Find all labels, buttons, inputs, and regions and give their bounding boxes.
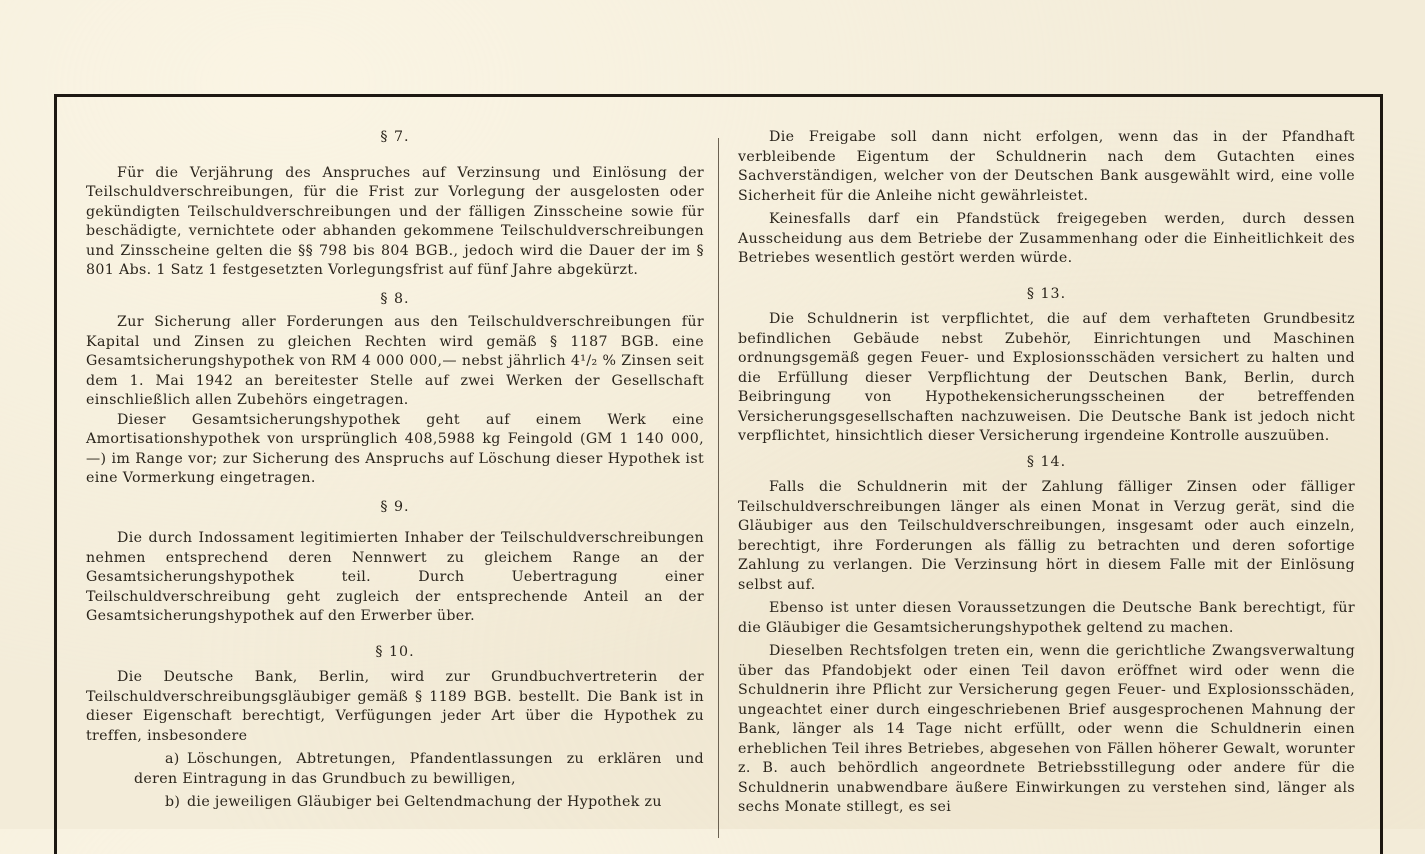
section-8-paragraph-1: Zur Sicherung aller Forderungen aus den Teilschuldverschreibungen für Kapital und Zinsen zu gleichen Rechten wird gemäß § 1187 BGB. eine Gesamtsicherungshypothek von RM 4 000 000,— nebst jährlich 4¹/₂ % Zinsen seit dem 1. Mai 1942 an bereitester Stelle auf zwei Werken der Gesellschaft einschließlich allen Zubehörs eingetragen. [86, 314, 704, 408]
section-13-heading: § 13. [1026, 285, 1067, 302]
section-9-paragraph: Die durch Indossament legitimierten Inhaber der Teilschuldverschreibungen nehmen entsprechend deren Nennwert zu gleichem Range an der Gesamtsicherungshypothek teil. Durch Uebertragung einer Teilschuldverschreibung geht zugleich der entsprechende Anteil an der Gesamtsicherungshypothek auf den Erwerber über. [86, 530, 704, 624]
section-7-heading: § 7. [380, 129, 410, 145]
section-8-heading: § 8. [380, 290, 410, 307]
section-14-paragraph-3: Dieselben Rechtsfolgen treten ein, wenn die gerichtliche Zwangsverwaltung über das Pfandobjekt oder einen Teil davon eröffnet wird oder wenn die Schuldnerin ihre Pflicht zur Versicherung gegen Feuer- und Explosionsschäden, ungeachtet einer durch eingeschriebenen Brief ausgesprochenen Mahnung der Bank, länger als 14 Tage nicht erfüllt, oder wenn die Schuldnerin einen erheblichen Teil ihres Betriebes, abgesehen von Fällen höherer Gewalt, worunter z. B. auch behördlich angeordnete Betriebsstillegung oder andere für die Schuldnerin unabwendbare äußere Einwirkungen zu verstehen sind, länger als sechs Monate stillegt, es sei [738, 643, 1355, 815]
release-paragraph-2: Keinesfalls darf ein Pfandstück freigegeben werden, durch dessen Ausscheidung aus dem Betriebe der Zusammenhang oder die Einheitlichkeit des Betriebes wesentlich gestört werden würde. [738, 211, 1355, 266]
section-10-item-a [86, 750, 704, 789]
release-paragraph-1: Die Freigabe soll dann nicht erfolgen, wenn das in der Pfandhaft verbleibende Eigentum der Schuldnerin nach dem Gutachten eines Sachverständigen, welcher von der Deutschen Bank ausgewählt wird, eine volle Sicherheit für die Anleihe nicht gewährleistet. [738, 129, 1355, 204]
item-a-marker: a) [165, 751, 180, 767]
column-divider [718, 138, 719, 838]
section-8-paragraph-2: Dieser Gesamtsicherungshypothek geht auf einem Werk eine Amortisationshypothek von ursprünglich 408,5988 kg Feingold (GM 1 140 000,—) im Range vor; zur Sicherung des Anspruchs auf Löschung dieser Hypothek ist eine Vormerkung eingetragen. [86, 411, 704, 486]
right-column [738, 128, 1355, 818]
section-14-paragraph-1: Falls die Schuldnerin mit der Zahlung fälliger Zinsen oder fälliger Teilschuldverschreibungen länger als einen Monat in Verzug gerät, sind die Gläubiger aus den Teilschuldverschreibungen, insgesamt oder auch einzeln, berechtigt, ihre Forderungen als fällig zu betrachten und deren sofortige Zahlung zu verlangen. Die Verzinsung hört in diesem Falle mit der Einlösung selbst auf. [738, 479, 1355, 593]
item-a-text: Löschungen, Abtretungen, Pfandentlassungen zu erklären und deren Eintragung in das Grundbuch zu bewilligen, [134, 751, 704, 787]
section-7-paragraph: Für die Verjährung des Anspruches auf Verzinsung und Einlösung der Teilschuldverschreibungen, für die Frist zur Vorlegung der ausgelosten oder gekündigten Teilschuldverschreibungen und der fälligen Zinsscheine sowie für beschädigte, vernichtete oder abhanden gekommene Teilschuldverschreibungen und Zinsscheine gelten die §§ 798 bis 804 BGB., jedoch wird die Dauer der im § 801 Abs. 1 Satz 1 festgesetzten Vorlegungsfrist auf fünf Jahre abgekürzt. [86, 164, 704, 278]
section-13-paragraph: Die Schuldnerin ist verpflichtet, die auf dem verhafteten Grundbesitz befindlichen Gebäude nebst Zubehör, Einrichtungen und Maschinen ordnungsgemäß gegen Feuer- und Explosionsschäden versichert zu halten und die Erfüllung dieser Verpflichtung der Deutschen Bank, Berlin, durch Beibringung von Hypothekensicherungsscheinen der betreffenden Versicherungsgesellschaften nachzuweisen. Die Deutsche Bank ist jedoch nicht verpflichtet, hinsichtlich dieser Versicherung irgendeine Kontrolle auszuüben. [738, 311, 1355, 444]
left-column [86, 128, 704, 813]
section-10-item-b [86, 793, 704, 813]
item-b-text: die jeweiligen Gläubiger bei Geltendmachung der Hypothek zu [187, 794, 662, 810]
section-9-heading: § 9. [380, 498, 410, 515]
item-b-marker: b) [165, 794, 181, 810]
section-10-paragraph: Die Deutsche Bank, Berlin, wird zur Grundbuchvertreterin der Teilschuldverschreibungsgläubiger gemäß § 1189 BGB. bestellt. Die Bank ist in dieser Eigenschaft berechtigt, Verfügungen jeder Art über die Hypothek zu treffen, insbesondere [86, 669, 704, 744]
section-14-paragraph-2: Ebenso ist unter diesen Voraussetzungen die Deutsche Bank berechtigt, für die Gläubiger die Gesamtsicherungshypothek geltend zu machen. [738, 600, 1355, 636]
section-14-heading: § 14. [1026, 453, 1067, 470]
section-10-heading: § 10. [375, 643, 415, 660]
